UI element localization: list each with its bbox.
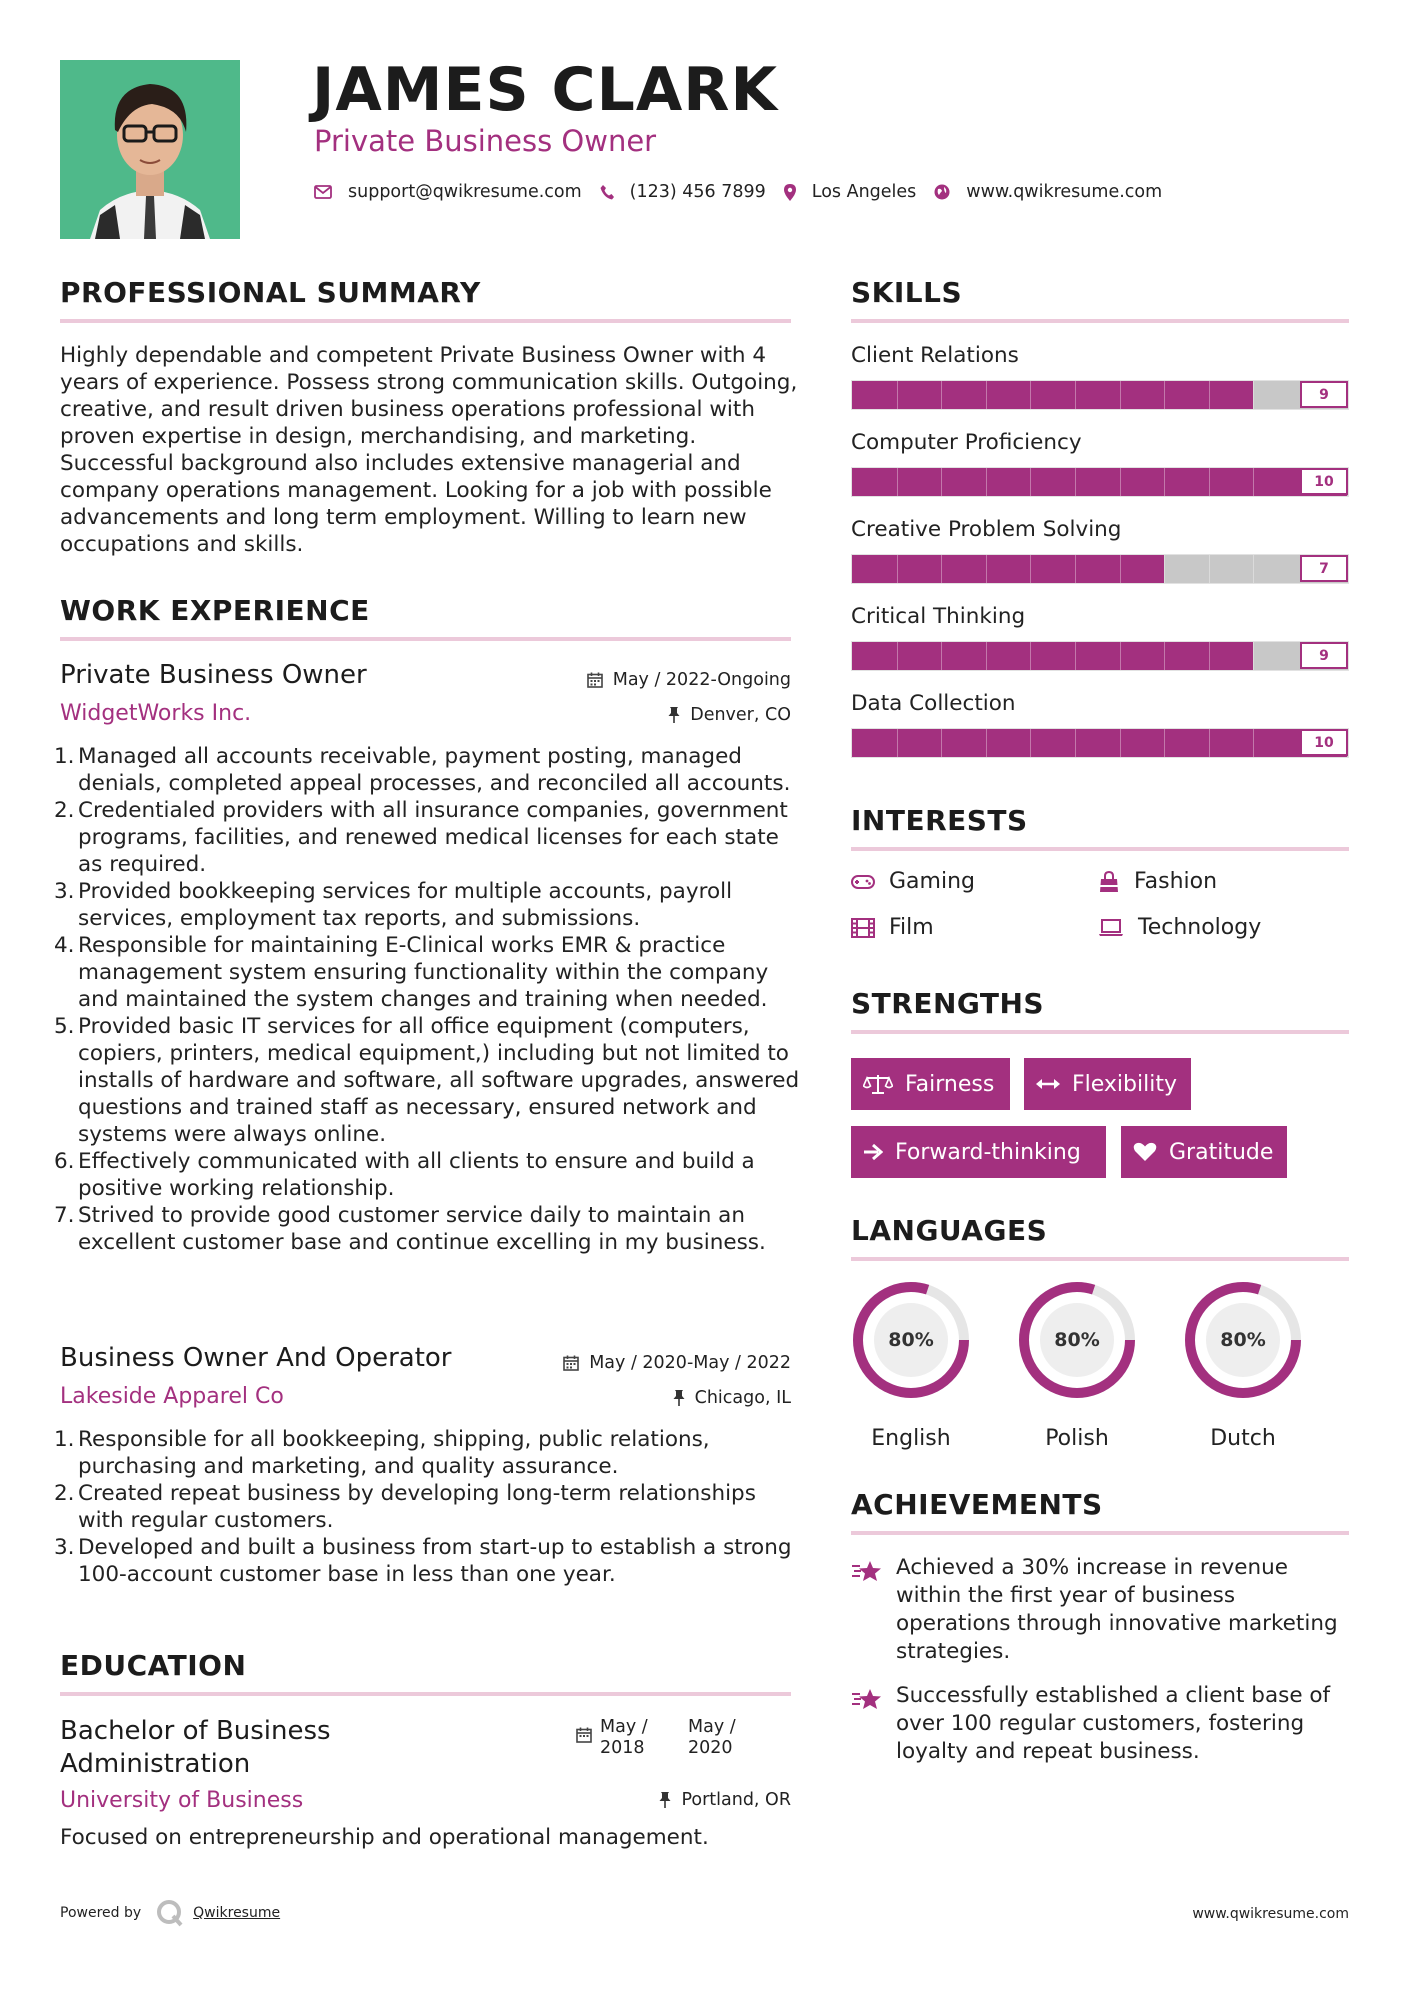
job-dates	[587, 670, 791, 690]
skill-tick	[1253, 729, 1254, 757]
skill-tick	[1253, 642, 1254, 670]
skill-tick	[1030, 642, 1031, 670]
footer-powered-by: Powered by Qwikresume	[60, 1898, 280, 1928]
arrow-right-icon	[863, 1143, 883, 1161]
shooting-star-icon	[851, 1686, 883, 1712]
list-item: 4. Responsible for maintaining E-Clinical works EMR & practice management system ensuring functionality within the company and maintained the system changes and training when needed.	[54, 933, 769, 1012]
skill-tick	[1075, 555, 1076, 583]
skill-tick	[986, 729, 987, 757]
skill-tick	[1253, 381, 1254, 409]
skill-tick	[1209, 468, 1210, 496]
skills-divider	[851, 319, 1349, 323]
film-icon	[851, 918, 875, 938]
skill-tick	[941, 555, 942, 583]
skill-tick	[1120, 642, 1121, 670]
qwikresume-logo-icon	[155, 1898, 185, 1928]
list-item: 6. Effectively communicated with all clients to ensure and build a positive working relationship.	[54, 1149, 755, 1201]
school-name: University of Business	[60, 1788, 304, 1813]
job-company: WidgetWorks Inc.	[60, 701, 252, 726]
strengths-divider	[851, 1030, 1349, 1034]
skill-bar	[851, 728, 1349, 758]
calendar-icon	[587, 672, 603, 688]
skill-tick	[1209, 381, 1210, 409]
skill-name: Data Collection	[851, 691, 1016, 716]
skill-tick	[1164, 729, 1165, 757]
skill-fill	[852, 381, 1253, 409]
list-item: 1. Managed all accounts receivable, payment posting, managed denials, completed appeal processes, and reconciled all accounts.	[54, 744, 791, 796]
skill-fill	[852, 642, 1253, 670]
degree-title	[60, 1715, 331, 1781]
skill-tick	[1075, 642, 1076, 670]
education-location	[659, 1790, 791, 1810]
language-name: Dutch	[1210, 1426, 1276, 1451]
phone-icon	[600, 184, 614, 200]
skill-fill	[852, 729, 1347, 757]
list-item: 1. Responsible for all bookkeeping, shipping, public relations, purchasing and marketing, and quality assurance.	[54, 1427, 710, 1479]
skill-tick	[1075, 729, 1076, 757]
pushpin-icon	[673, 1390, 685, 1406]
language-percent: 80%	[1220, 1329, 1266, 1351]
phone-text: (123) 456 7899	[629, 182, 766, 202]
languages-heading: LANGUAGES	[851, 1214, 1048, 1247]
job-location-text: Chicago, IL	[694, 1388, 791, 1408]
degree-line: Administration	[60, 1749, 251, 1779]
skill-level-badge: 10	[1300, 468, 1348, 495]
list-item: 3. Developed and built a business from start-up to establish a strong 100-account customer base in less than one year.	[54, 1535, 792, 1587]
experience-heading: WORK EXPERIENCE	[60, 594, 370, 627]
skills-heading: SKILLS	[851, 276, 963, 309]
skill-bar	[851, 554, 1349, 584]
job-location	[668, 705, 791, 725]
skill-name: Critical Thinking	[851, 604, 1026, 629]
achievements-divider	[851, 1531, 1349, 1535]
calendar-icon	[563, 1355, 579, 1371]
skill-tick	[1120, 468, 1121, 496]
skill-name: Creative Problem Solving	[851, 517, 1122, 542]
skill-tick	[1120, 555, 1121, 583]
skill-tick	[1209, 642, 1210, 670]
interest-item: Film	[851, 915, 934, 940]
list-item: 5. Provided basic IT services for all office equipment (computers, copiers, printers, medical equipment,) including but not limited to installs of hardware and software, all software upgrades, answered questions and trained staff as necessary, ensured network and systems were always online.	[54, 1014, 800, 1147]
language-name: English	[871, 1426, 951, 1451]
gamepad-icon	[851, 874, 875, 890]
language-item	[1183, 1280, 1303, 1451]
education-divider	[60, 1692, 791, 1696]
job-dates-text: May / 2020-May / 2022	[589, 1353, 791, 1373]
location-text: Los Angeles	[811, 182, 917, 202]
list-item: 7. Strived to provide good customer service daily to maintain an excellent customer base and continue excelling in my business.	[54, 1203, 766, 1255]
skill-fill	[852, 555, 1164, 583]
skill-tick	[1253, 555, 1254, 583]
language-item	[851, 1280, 971, 1451]
job-responsibilities	[54, 1426, 800, 1588]
list-item: 2. Created repeat business by developing long-term relationships with regular customers.	[54, 1481, 756, 1533]
language-name: Polish	[1045, 1426, 1109, 1451]
profile-photo	[60, 60, 240, 239]
qwikresume-link[interactable]: Qwikresume	[193, 1905, 281, 1921]
strength-badge: Gratitude	[1121, 1126, 1287, 1178]
summary-heading: PROFESSIONAL SUMMARY	[60, 276, 481, 309]
job-dates	[563, 1353, 791, 1373]
skill-tick	[1120, 381, 1121, 409]
email-text: support@qwikresume.com	[348, 182, 582, 202]
interest-item: Technology	[1098, 915, 1261, 940]
job-dates-text: May / 2022-Ongoing	[612, 670, 791, 690]
summary-text: Highly dependable and competent Private Business Owner with 4 years of experience. Possess strong communication skills. Outgoing, creative, and result driven business operations professional with proven expertise in design, merchandising, and marketing. Successful background also includes extensive managerial and company operations management. Looking for a job with possible advancements and long term employment. Willing to learn new occupations and skills.	[60, 343, 798, 557]
contact-location	[784, 182, 917, 202]
skill-tick	[897, 642, 898, 670]
interests-divider	[851, 847, 1349, 851]
arrows-horizontal-icon	[1036, 1077, 1060, 1091]
job-company: Lakeside Apparel Co	[60, 1384, 284, 1409]
pushpin-icon	[659, 1792, 671, 1808]
strength-badge: Fairness	[851, 1058, 1010, 1110]
skill-tick	[986, 642, 987, 670]
degree-line: Bachelor of Business	[60, 1716, 331, 1746]
skill-tick	[1030, 555, 1031, 583]
contact-email[interactable]	[314, 182, 582, 202]
skill-tick	[897, 729, 898, 757]
skill-tick	[1030, 381, 1031, 409]
skill-tick	[1120, 729, 1121, 757]
candidate-name: JAMES CLARK	[312, 55, 778, 125]
summary-divider	[60, 319, 791, 323]
globe-icon	[934, 184, 950, 200]
skill-level-badge: 9	[1300, 381, 1348, 408]
balance-scale-icon	[863, 1073, 893, 1095]
skill-tick	[897, 381, 898, 409]
interests-heading: INTERESTS	[851, 804, 1028, 837]
skill-tick	[1209, 555, 1210, 583]
experience-divider	[60, 637, 791, 641]
job-role: Business Owner And Operator	[60, 1343, 452, 1373]
shooting-star-icon	[851, 1558, 883, 1584]
skill-tick	[941, 468, 942, 496]
shopping-bag-icon	[1098, 871, 1120, 893]
calendar-icon	[576, 1727, 592, 1743]
skill-bar	[851, 380, 1349, 410]
footer-website[interactable]: www.qwikresume.com	[1192, 1906, 1349, 1922]
skill-tick	[941, 381, 942, 409]
skill-tick	[1030, 468, 1031, 496]
skill-level-badge: 10	[1300, 729, 1348, 756]
education-dates	[576, 1717, 736, 1759]
skill-name: Client Relations	[851, 343, 1019, 368]
envelope-icon	[314, 185, 332, 199]
interest-item: Gaming	[851, 869, 975, 894]
heart-icon	[1133, 1142, 1157, 1162]
skill-tick	[897, 555, 898, 583]
language-percent: 80%	[1054, 1329, 1100, 1351]
skill-tick	[897, 468, 898, 496]
skill-tick	[1164, 555, 1165, 583]
map-pin-icon	[784, 184, 796, 201]
skill-tick	[986, 381, 987, 409]
job-responsibilities	[54, 743, 800, 1256]
pushpin-icon	[668, 707, 680, 723]
skill-tick	[986, 468, 987, 496]
education-heading: EDUCATION	[60, 1649, 247, 1682]
skill-tick	[1075, 468, 1076, 496]
skill-tick	[941, 642, 942, 670]
skill-tick	[1164, 381, 1165, 409]
strengths-heading: STRENGTHS	[851, 987, 1045, 1020]
education-end: May / 2020	[688, 1717, 736, 1758]
skill-tick	[1253, 468, 1254, 496]
skill-tick	[986, 555, 987, 583]
job-role: Private Business Owner	[60, 660, 367, 690]
job-location-text: Denver, CO	[690, 705, 791, 725]
contact-phone[interactable]	[600, 182, 766, 202]
education-description: Focused on entrepreneurship and operational management.	[60, 1825, 709, 1850]
skill-tick	[1030, 729, 1031, 757]
education-start: May / 2018	[600, 1717, 648, 1758]
skill-bar	[851, 641, 1349, 671]
website-text: www.qwikresume.com	[966, 182, 1163, 202]
skill-level-badge: 7	[1300, 555, 1348, 582]
list-item: 2. Credentialed providers with all insurance companies, government programs, facilities, and renewed medical licenses for each state as required.	[54, 798, 788, 877]
skill-bar	[851, 467, 1349, 497]
job-location	[673, 1388, 791, 1408]
strength-badge: Forward-thinking	[851, 1126, 1106, 1178]
language-percent: 80%	[888, 1329, 934, 1351]
skill-name: Computer Proficiency	[851, 430, 1082, 455]
skill-fill	[852, 468, 1347, 496]
education-location-text: Portland, OR	[681, 1790, 791, 1810]
skill-tick	[1209, 729, 1210, 757]
skill-tick	[1075, 381, 1076, 409]
interest-item: Fashion	[1098, 869, 1217, 894]
skill-level-badge: 9	[1300, 642, 1348, 669]
laptop-icon	[1098, 919, 1124, 937]
resume-page: JAMES CLARK Private Business Owner support@qwikresume.com (123) 456 7899 Los Angeles www.qwikresume.com PROFESSIONAL SUMMARY Highly dependable and competent Private Business Owner with 4 years of experience. Possess strong communication skills. Outgoing, creative, and result driven business operations professional with proven expertise in design, merchandising, and marketing. Successful background also includes extensive managerial and company operations management. Looking for a job with possible advancements and long term employment. Willing to learn new occupations and skills. WORK EXPERIENCE Private Business Owner May / 2022-Ongoing WidgetWorks Inc. Denver, CO 1. Managed all accounts receivable, payment posting, managed denials, completed appeal processes, and reconciled all accounts. 2. Credentialed providers with all insurance companies, government programs, facilities, and renewed medical licenses for each state as required. 3. Provided bookkeeping services for multiple accounts, payroll services, employment tax reports, and submissions. 4. Responsible for maintaining E-Clinical works EMR & practice management system ensuring functionality within the company and maintained the system changes and training when needed. 5. Provided basic IT services for all office equipment (computers, copiers, printers, medical equipment,) including but not limited to installs of hardware and software, all software upgrades, answered questions and trained staff as necessary, ensured network and systems were always online. 6. Effectively communicated with all clients to ensure and build a positive working relationship. 7. Strived to provide good customer service daily to maintain an excellent customer base and continue excelling in my business. Business Owner And Operator May / 2020-May / 2022 Lakeside Apparel Co Chicago, IL 1. Responsible for all bookkeeping, shipping, public relations, purchasing and marketing, and quality assurance. 2. Created repeat business by developing long-term relationships with regular customers. 3. Developed and built a business from start-up to establish a strong 100-account customer base in less than one year. EDUCATION Bachelor of Business Administration May / 2018 May / 2020 University of Business Portland, OR Focused on entrepreneurship and operational management. SKILLS Client Relations 9 Computer Proficiency 10 Creative Problem Solving 7 Critical Thinking 9 Data Collection 10 INTERESTS Gaming Fashion Film Technology STRENGTHS Fairness Flexibility Forward-thinking Gratitude LANGUAGES 80% English 80% Polish 80% Dutch ACHIEVEMENTS Achieved a 30% increase in revenue within the first year of business operations through innovative marketing strategies. Successfully established a client base of over 100 regular customers, fostering loyalty and repeat business. Powered by Qwikresume www.qwikresume.com	[0, 0, 1407, 1990]
achievements-heading: ACHIEVEMENTS	[851, 1488, 1103, 1521]
contact-bar	[314, 180, 1180, 204]
skill-tick	[1164, 642, 1165, 670]
candidate-title: Private Business Owner	[314, 124, 657, 158]
list-item: 3. Provided bookkeeping services for multiple accounts, payroll services, employment tax reports, and submissions.	[54, 879, 733, 931]
languages-divider	[851, 1257, 1349, 1261]
skill-tick	[1164, 468, 1165, 496]
contact-website[interactable]	[934, 182, 1162, 202]
strength-badge: Flexibility	[1024, 1058, 1191, 1110]
language-item	[1017, 1280, 1137, 1451]
skill-tick	[941, 729, 942, 757]
